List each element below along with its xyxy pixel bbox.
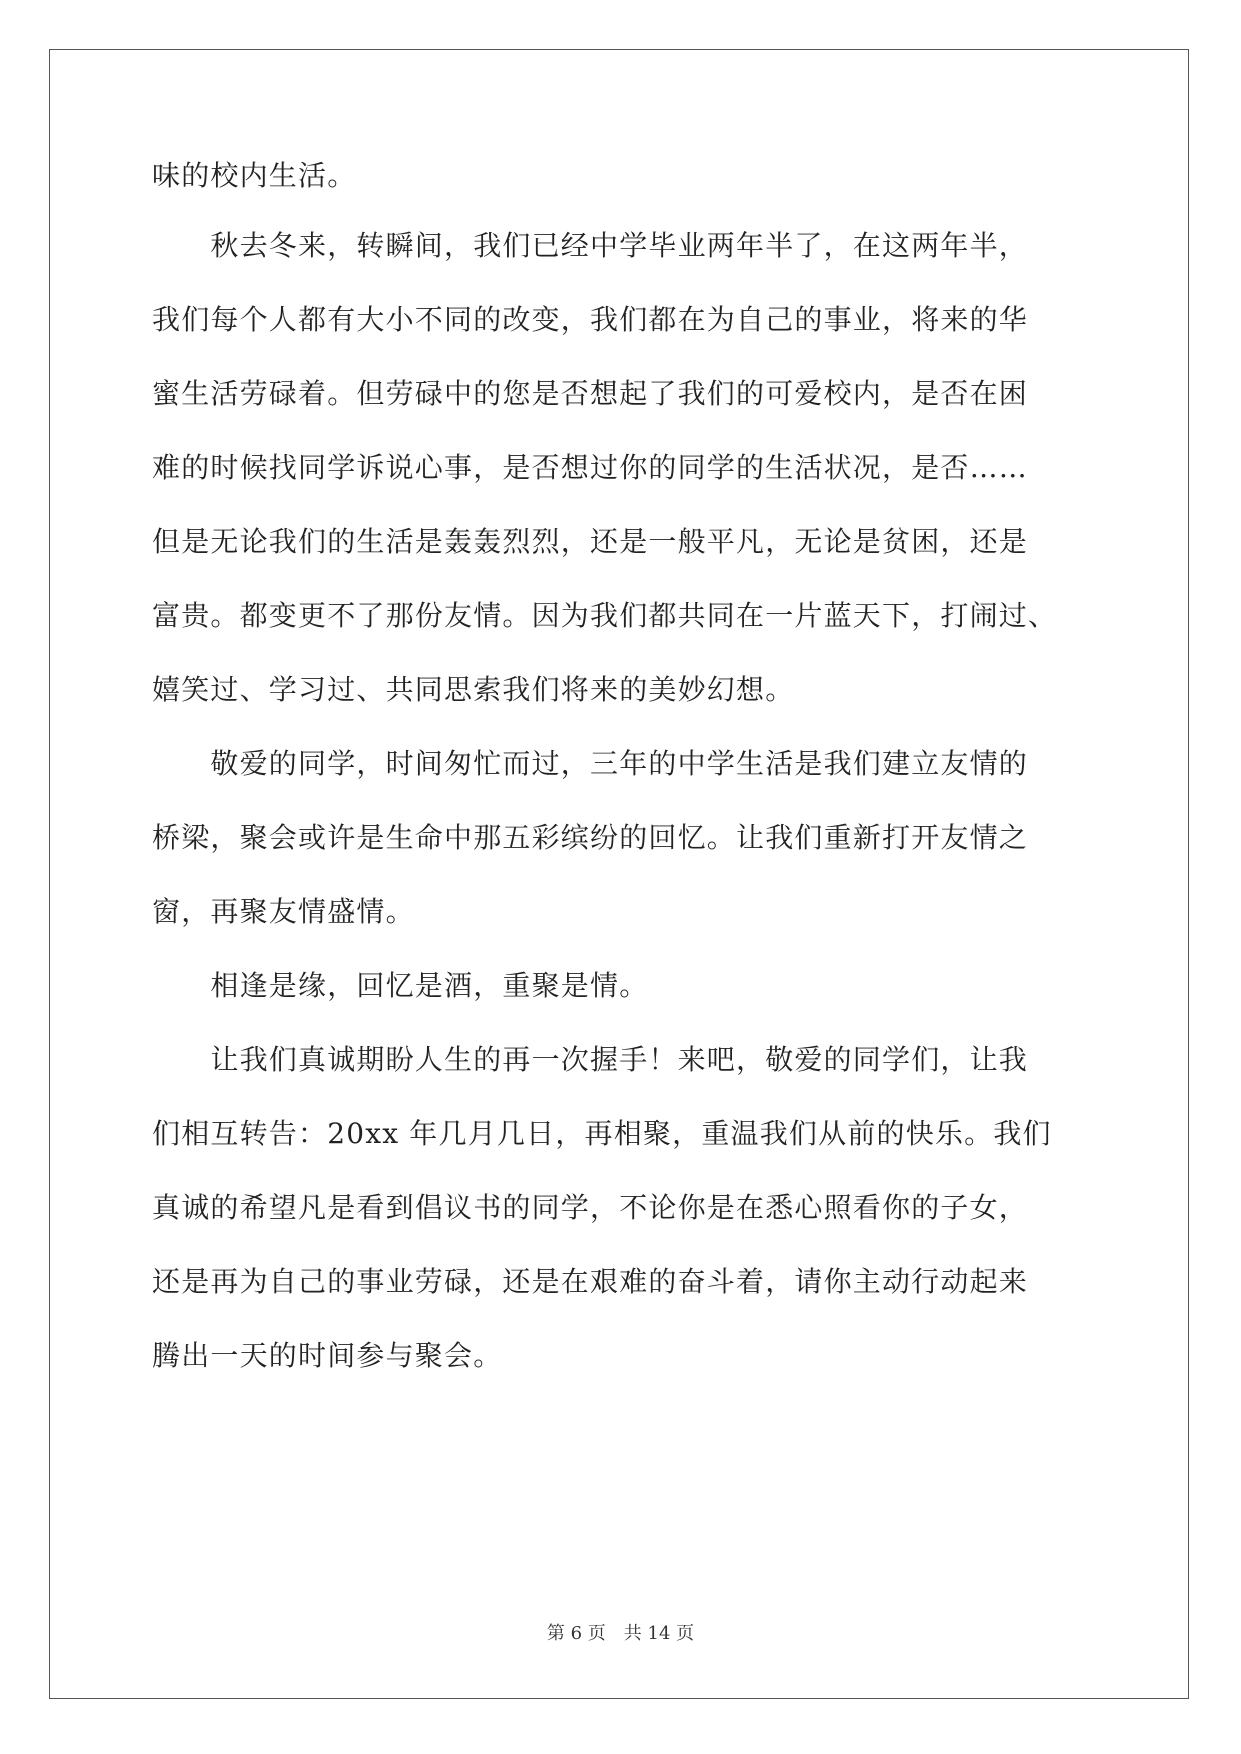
text-line: 们相互转告：20xx 年几月几日，再相聚，重温我们从前的快乐。我们	[152, 1117, 1052, 1150]
text-line: 富贵。都变更不了那份友情。因为我们都共同在一片蓝天下，打闹过、	[152, 599, 1058, 632]
text-line: 还是再为自己的事业劳碌，还是在艰难的奋斗着，请你主动行动起来	[152, 1265, 1029, 1298]
text-line: 腾出一天的时间参与聚会。	[152, 1339, 503, 1372]
text-line: 蜜生活劳碌着。但劳碌中的您是否想起了我们的可爱校内，是否在困	[152, 377, 1029, 410]
text-line: 敬爱的同学，时间匆忙而过，三年的中学生活是我们建立友情的	[152, 747, 1029, 780]
text-line: 桥梁，聚会或许是生命中那五彩缤纷的回忆。让我们重新打开友情之	[152, 821, 1029, 854]
text-line: 相逢是缘，回忆是酒，重聚是情。	[152, 969, 649, 1002]
text-line: 但是无论我们的生活是轰轰烈烈，还是一般平凡，无论是贫困，还是	[152, 525, 1029, 558]
text-line: 难的时候找同学诉说心事，是否想过你的同学的生活状况，是否……	[152, 451, 1029, 484]
page-number-footer: 第 6 页 共 14 页	[546, 1623, 695, 1644]
text-line: 我们每个人都有大小不同的改变，我们都在为自己的事业，将来的华	[152, 303, 1029, 336]
text-line: 味的校内生活。	[152, 159, 357, 192]
text-line: 嬉笑过、学习过、共同思索我们将来的美妙幻想。	[152, 673, 795, 706]
text-line: 让我们真诚期盼人生的再一次握手！来吧，敬爱的同学们，让我	[152, 1043, 1029, 1076]
page-border	[49, 49, 1189, 1699]
text-line: 窗，再聚友情盛情。	[152, 895, 415, 928]
text-line: 秋去冬来，转瞬间，我们已经中学毕业两年半了，在这两年半，	[152, 229, 1029, 262]
text-line: 真诚的希望凡是看到倡议书的同学，不论你是在悉心照看你的子女，	[152, 1191, 1029, 1224]
